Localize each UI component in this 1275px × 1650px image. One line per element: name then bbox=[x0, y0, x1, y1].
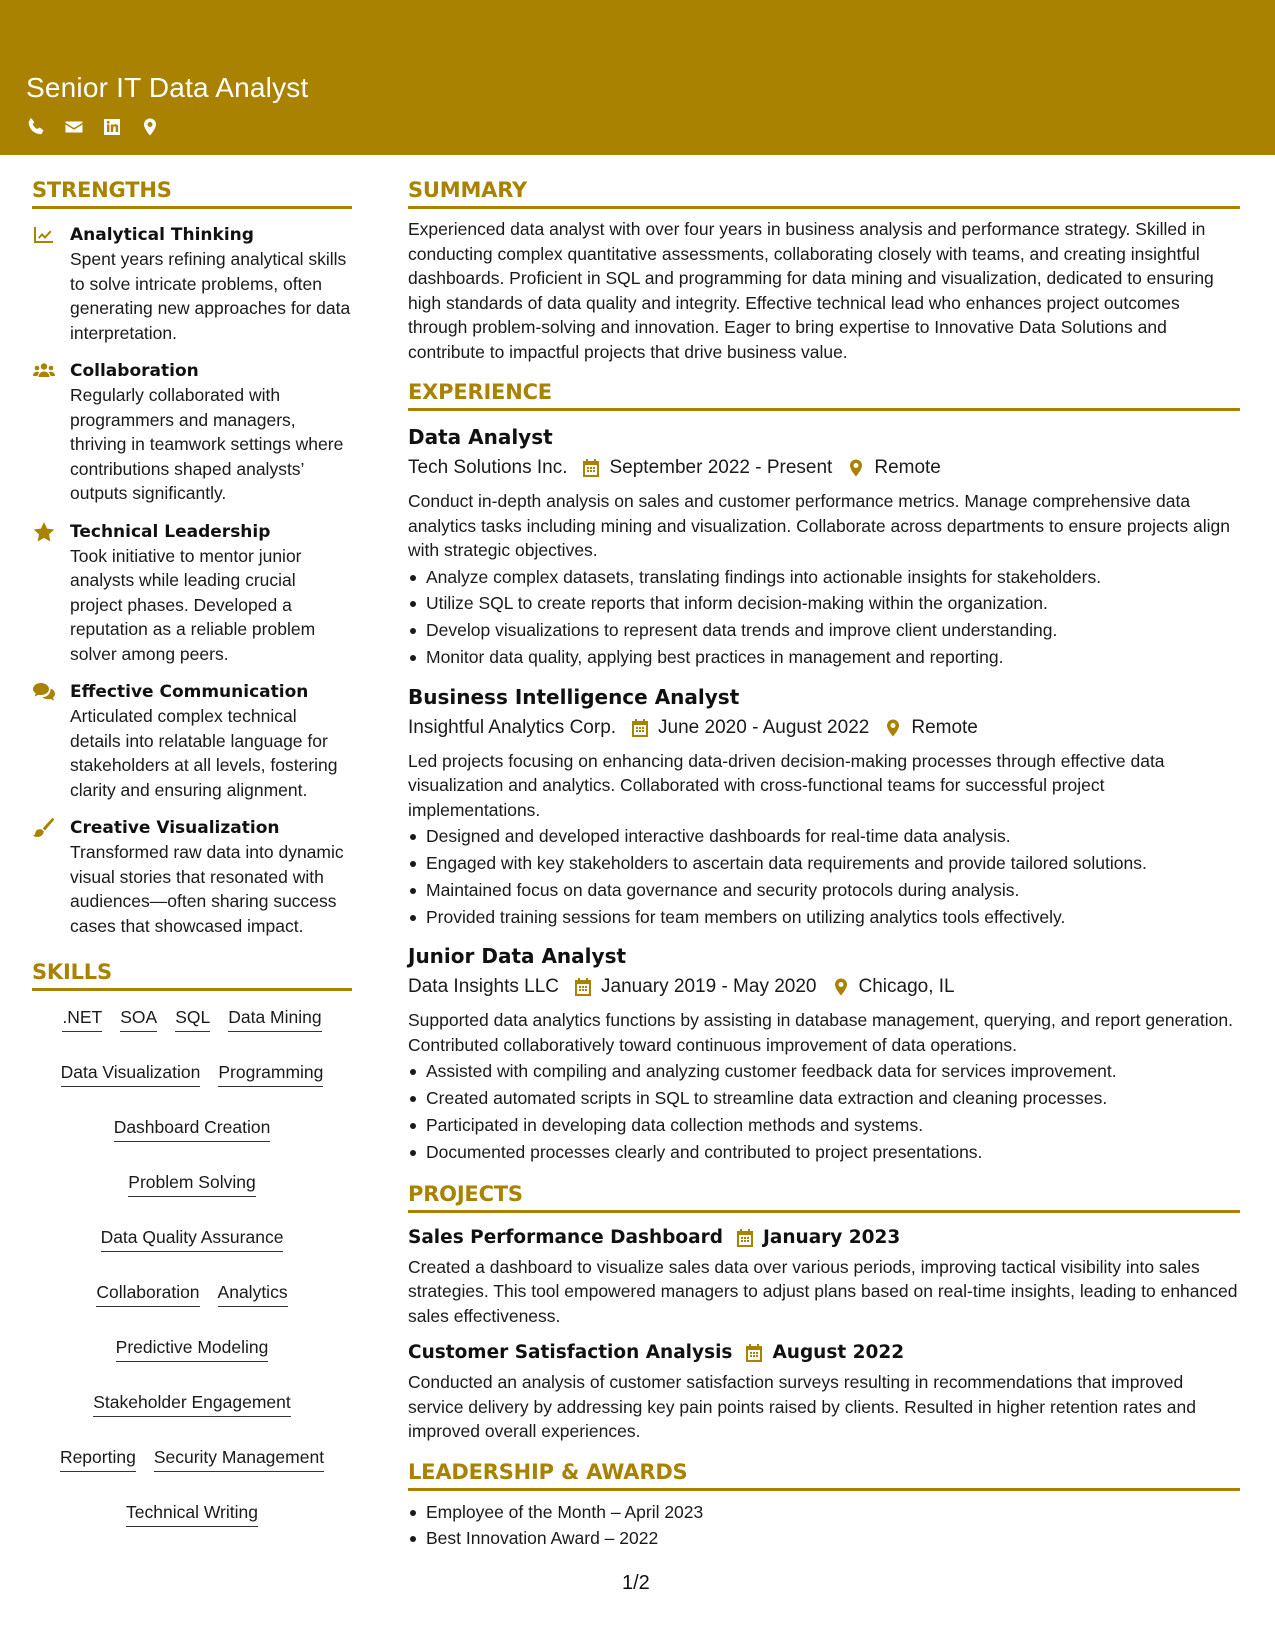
job-description: Supported data analytics functions by assisting in database management, querying, and report generation. Contributed collaboratively toward continuous improvement of data operations. bbox=[408, 1010, 1233, 1055]
bullet-item: Documented processes clearly and contributed to project presentations. bbox=[408, 1139, 1240, 1166]
job-company: Tech Solutions Inc. bbox=[408, 457, 568, 478]
skill-tag: Problem Solving bbox=[128, 1170, 255, 1197]
job-dates: January 2019 - May 2020 bbox=[601, 976, 817, 998]
job-entry bbox=[408, 942, 1240, 1165]
skill-tag: Predictive Modeling bbox=[116, 1335, 269, 1362]
comments-icon bbox=[32, 681, 56, 703]
bullet-item: Created automated scripts in SQL to streamline data extraction and cleaning processes. bbox=[408, 1085, 1240, 1112]
project-title: Sales Performance Dashboard bbox=[408, 1226, 723, 1248]
line-chart-icon bbox=[32, 224, 56, 246]
job-title: Business Intelligence Analyst bbox=[408, 684, 740, 709]
skill-tag: Technical Writing bbox=[126, 1500, 258, 1527]
job-dates: June 2020 - August 2022 bbox=[658, 716, 870, 738]
map-pin-icon bbox=[883, 718, 903, 738]
job-meta bbox=[408, 972, 1240, 1002]
strength-description: Took initiative to mentor junior analysts while leading crucial project phases. Developed a reputation as a reliable problem solver among peers. bbox=[70, 545, 316, 664]
skill-tag: SOA bbox=[120, 1005, 157, 1032]
strength-item bbox=[32, 223, 352, 345]
strength-title: Creative Visualization bbox=[70, 818, 280, 838]
paintbrush-icon bbox=[32, 817, 56, 839]
map-pin-icon bbox=[831, 977, 851, 997]
resume-title: Senior IT Data Analyst bbox=[26, 72, 309, 103]
strength-title: Technical Leadership bbox=[70, 521, 271, 542]
linkedin-icon[interactable] bbox=[102, 117, 122, 137]
job-location: Remote bbox=[874, 457, 941, 478]
strength-description: Regularly collaborated with programmers and managers, thriving in teamwork settings where contributions shaped analysts’ outputs significantly. bbox=[70, 385, 344, 503]
job-meta bbox=[408, 453, 1240, 483]
skill-tag: Analytics bbox=[218, 1280, 288, 1307]
skill-tag: Dashboard Creation bbox=[114, 1115, 271, 1142]
calendar-icon bbox=[744, 1343, 764, 1363]
star-icon bbox=[32, 521, 56, 543]
project-header bbox=[408, 1340, 1240, 1366]
bullet-item: Engaged with key stakeholders to ascertain data requirements and provide tailored solutions. bbox=[408, 850, 1240, 877]
skill-tag: .NET bbox=[62, 1005, 102, 1032]
users-icon bbox=[32, 360, 56, 382]
strengths-list bbox=[32, 223, 352, 938]
contact-icons bbox=[26, 117, 160, 137]
job-company: Insightful Analytics Corp. bbox=[408, 716, 617, 738]
strength-description: Articulated complex technical details into relatable language for stakeholders at all levels, fostering clarity and ensuring alignment. bbox=[70, 706, 338, 800]
strength-title: Collaboration bbox=[70, 361, 199, 381]
left-column bbox=[32, 178, 352, 1527]
job-bullets bbox=[408, 823, 1240, 930]
awards-list bbox=[408, 1499, 1240, 1553]
skill-tag: Data Mining bbox=[228, 1005, 321, 1032]
bullet-item: Analyze complex datasets, translating findings into actionable insights for stakeholders. bbox=[408, 564, 1240, 591]
project-date: August 2022 bbox=[772, 1342, 905, 1364]
bullet-item: Monitor data quality, applying best practices in management and reporting. bbox=[408, 644, 1240, 671]
strength-item bbox=[32, 520, 352, 667]
summary-heading: SUMMARY bbox=[408, 178, 1240, 209]
skills-list bbox=[32, 1005, 352, 1527]
job-bullets bbox=[408, 564, 1240, 671]
project-description: Conducted an analysis of customer satisfaction surveys resulting in recommendations that improved service delivery by addressing key pain points raised by clients. Resulted in higher retention rates and improved overall experiences. bbox=[408, 1372, 1196, 1442]
bullet-item: Participated in developing data collection methods and systems. bbox=[408, 1112, 1240, 1139]
job-entry bbox=[408, 423, 1240, 671]
bullet-item: Maintained focus on data governance and security protocols during analysis. bbox=[408, 877, 1240, 904]
skill-tag: SQL bbox=[175, 1005, 210, 1032]
project-entry bbox=[408, 1340, 1240, 1444]
bullet-item: Assisted with compiling and analyzing customer feedback data for services improvement. bbox=[408, 1058, 1240, 1085]
skill-tag: Programming bbox=[218, 1060, 323, 1087]
job-company: Data Insights LLC bbox=[408, 976, 560, 998]
job-location: Remote bbox=[911, 716, 978, 738]
skill-tag: Reporting bbox=[60, 1445, 136, 1472]
bullet-item: Provided training sessions for team members on utilizing analytics tools effectively. bbox=[408, 904, 1240, 931]
strength-title: Analytical Thinking bbox=[70, 225, 254, 245]
project-entry bbox=[408, 1225, 1240, 1329]
skills-heading: SKILLS bbox=[32, 960, 352, 991]
job-title: Data Analyst bbox=[408, 425, 553, 449]
job-entry bbox=[408, 683, 1240, 931]
bullet-item: Develop visualizations to represent data trends and improve client understanding. bbox=[408, 617, 1240, 644]
experience-heading: EXPERIENCE bbox=[408, 380, 1240, 411]
right-column bbox=[408, 178, 1240, 1552]
calendar-icon bbox=[573, 977, 593, 997]
resume-header bbox=[0, 0, 1275, 155]
strength-item bbox=[32, 359, 352, 506]
skill-tag: Data Quality Assurance bbox=[101, 1225, 284, 1252]
award-item: Best Innovation Award – 2022 bbox=[408, 1525, 1240, 1552]
job-description: Led projects focusing on enhancing data-driven decision-making processes through effective data visualization and analytics. Collaborated with cross-functional teams for successful project implementations. bbox=[408, 750, 1165, 820]
summary-text: Experienced data analyst with over four years in business analysis and performance strategy. Skilled in conducting complex quantitative assessments, collaborating closely with teams, and creating insightful dashboards. Proficient in SQL and programming for data mining and visualization, dedicated to ensuring high standards of data quality and integrity. Effective technical lead who enhances project outcomes through problem-solving and innovation. Eager to bring expertise to Innovative Data Solutions and contribute to impactful projects that drive business value. bbox=[408, 219, 1214, 362]
job-title: Junior Data Analyst bbox=[408, 944, 627, 969]
skill-tag: Collaboration bbox=[96, 1280, 199, 1307]
awards-heading: LEADERSHIP & AWARDS bbox=[408, 1460, 1240, 1491]
calendar-icon bbox=[581, 458, 601, 478]
page-number: 1/2 bbox=[622, 1572, 650, 1594]
job-meta bbox=[408, 713, 1240, 743]
projects-heading: PROJECTS bbox=[408, 1182, 1240, 1213]
job-bullets bbox=[408, 1058, 1240, 1165]
bullet-item: Utilize SQL to create reports that inform decision-making within the organization. bbox=[408, 590, 1240, 617]
skill-tag: Stakeholder Engagement bbox=[93, 1390, 291, 1417]
bullet-item: Designed and developed interactive dashboards for real-time data analysis. bbox=[408, 823, 1240, 850]
project-title: Customer Satisfaction Analysis bbox=[408, 1342, 733, 1364]
strength-title: Effective Communication bbox=[70, 682, 309, 702]
experience-section bbox=[408, 380, 1240, 1166]
job-location: Chicago, IL bbox=[858, 976, 955, 998]
job-dates: September 2022 - Present bbox=[609, 457, 833, 478]
map-pin-icon[interactable] bbox=[140, 117, 160, 137]
projects-section bbox=[408, 1182, 1240, 1444]
project-date: January 2023 bbox=[762, 1226, 901, 1248]
envelope-icon[interactable] bbox=[64, 117, 84, 137]
strength-item bbox=[32, 816, 352, 938]
strength-description: Transformed raw data into dynamic visual stories that resonated with audiences—often sharing success cases that showcased impact. bbox=[70, 842, 344, 936]
map-pin-icon bbox=[846, 458, 866, 478]
awards-section bbox=[408, 1460, 1240, 1553]
job-description: Conduct in-depth analysis on sales and customer performance metrics. Manage comprehensive data analytics tasks including mining and visualization. Collaborate across departments to ensure projects align with strategic objectives. bbox=[408, 491, 1230, 560]
calendar-icon bbox=[735, 1228, 755, 1248]
strength-item bbox=[32, 680, 352, 802]
award-item: Employee of the Month – April 2023 bbox=[408, 1499, 1240, 1526]
phone-icon[interactable] bbox=[26, 117, 46, 137]
skill-tag: Data Visualization bbox=[61, 1060, 201, 1087]
project-description: Created a dashboard to visualize sales data over various periods, improving tactical visibility into sales strategies. This tool empowered managers to adjust plans based on real-time insights, leading to enhanced sales effectiveness. bbox=[408, 1256, 1238, 1326]
calendar-icon bbox=[630, 718, 650, 738]
strengths-heading: STRENGTHS bbox=[32, 178, 352, 209]
skill-tag: Security Management bbox=[154, 1445, 324, 1472]
strength-description: Spent years refining analytical skills to solve intricate problems, often generating new approaches for data interpretation. bbox=[70, 249, 351, 343]
project-header bbox=[408, 1225, 1240, 1251]
